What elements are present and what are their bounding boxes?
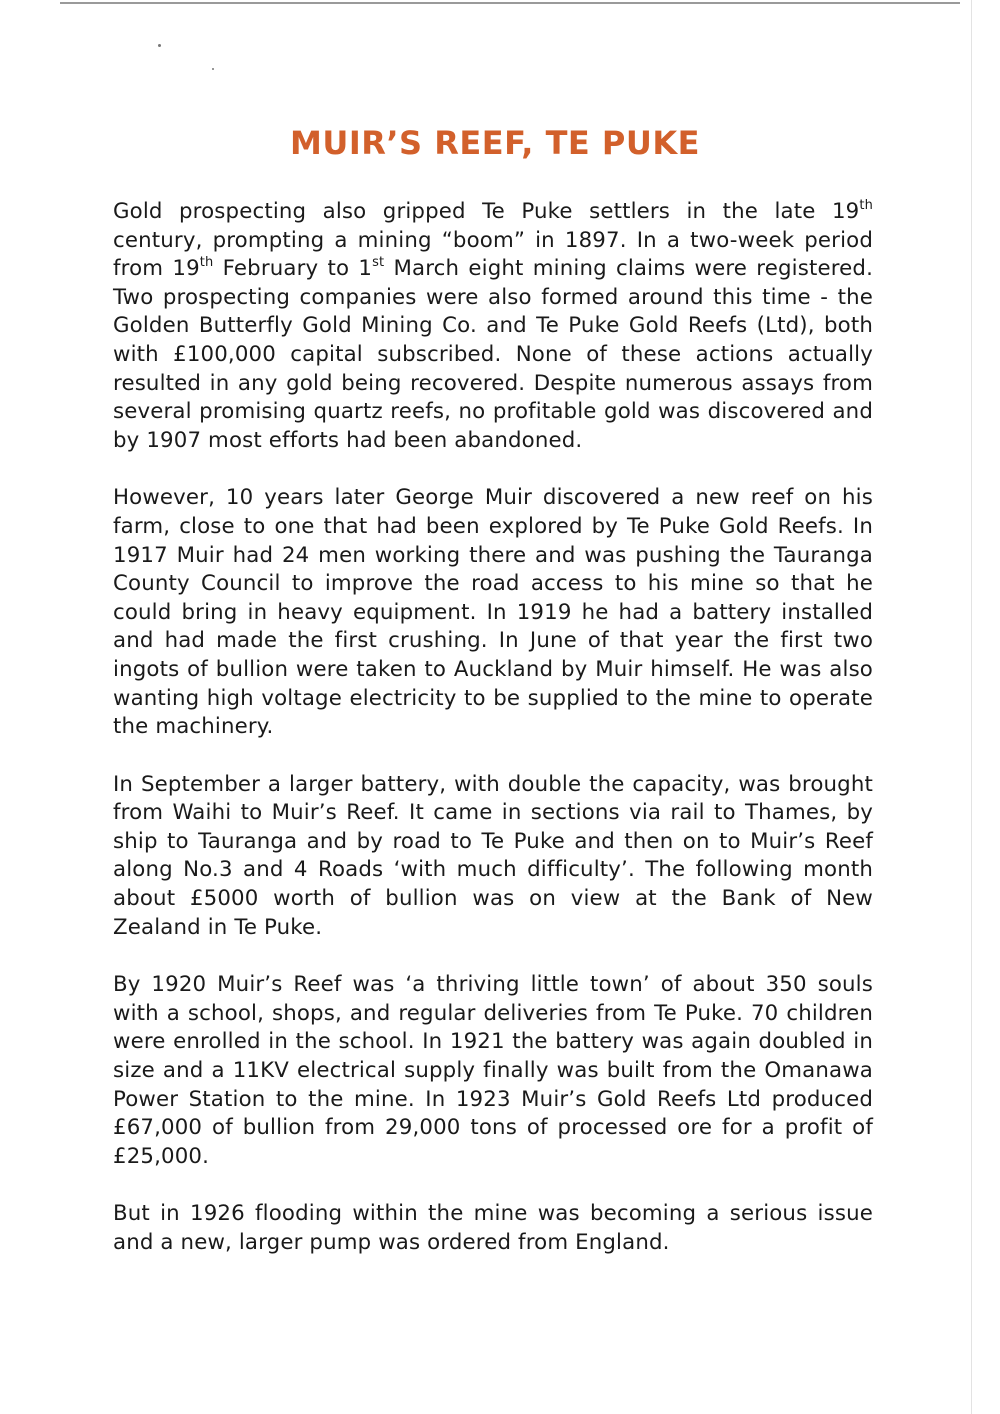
paragraph bbox=[113, 484, 873, 741]
text-run: By 1920 Muir’s Reef was ‘a thriving little town’ of about 350 souls with a school, shops, and regular deliveries from Te Puke. 70 children were enrolled in the school. In 1921 the battery was again doubled in size and a 11KV electrical supply finally was built from the Omanawa Power Station to the mine. In 1923 Muir’s Gold Reefs Ltd produced £67,000 of bullion from 29,000 tons of processed ore for a profit of £25,000. bbox=[113, 972, 873, 1169]
scan-top-edge bbox=[60, 2, 960, 4]
ordinal-suffix: th bbox=[859, 198, 873, 213]
scan-speck bbox=[158, 44, 161, 47]
text-run: But in 1926 flooding within the mine was becoming a serious issue and a new, larger pump was ordered from England. bbox=[113, 1201, 873, 1255]
paragraph bbox=[113, 1200, 873, 1257]
ordinal-suffix: th bbox=[199, 255, 214, 271]
paragraph bbox=[113, 198, 873, 455]
page-title: MUIR’S REEF, TE PUKE bbox=[289, 124, 700, 162]
scan-speck bbox=[212, 68, 214, 70]
article-body bbox=[113, 198, 873, 1287]
paragraph bbox=[113, 771, 873, 943]
scan-right-edge bbox=[971, 0, 972, 1414]
text-run: However, 10 years later George Muir discovered a new reef on his farm, close to one that had been explored by Te Puke Gold Reefs. In 1917 Muir had 24 men working there and was pushing the Tauranga County Council to improve the road access to his mine so that he could bring in heavy equipment. In 1919 he had a battery installed and had made the first crushing. In June of that year the first two ingots of bullion were taken to Auckland by Muir himself. He was also wanting high voltage electricity to be supplied to the mine to operate the machinery. bbox=[113, 485, 873, 740]
text-run: March eight mining claims were registered. Two prospecting companies were also formed around this time - the Golden Butterfly Gold Mining Co. and Te Puke Gold Reefs (Ltd), both with £100,000 capital subscribed. None of these actions actually resulted in any gold being recovered. Despite numerous assays from several promising quartz reefs, no profitable gold was discovered and by 1907 most efforts had been abandoned. bbox=[113, 256, 873, 453]
paragraph bbox=[113, 971, 873, 1171]
text-run: In September a larger battery, with double the capacity, was brought from Waihi to Muir’s Reef. It came in sections via rail to Thames, by ship to Tauranga and by road to Te Puke and then on to Muir’s Reef along No.3 and 4 Roads ‘with much difficulty’. The following month about £5000 worth of bullion was on view at the Bank of New Zealand in Te Puke. bbox=[113, 771, 873, 940]
text-run: February to 1 bbox=[213, 256, 373, 282]
text-run: century, prompting a mining “boom” in 1897. In a two-week period from 19 bbox=[113, 227, 873, 282]
ordinal-suffix: st bbox=[372, 255, 385, 271]
text-run: Gold prospecting also gripped Te Puke settlers in the late 19 bbox=[113, 199, 860, 224]
